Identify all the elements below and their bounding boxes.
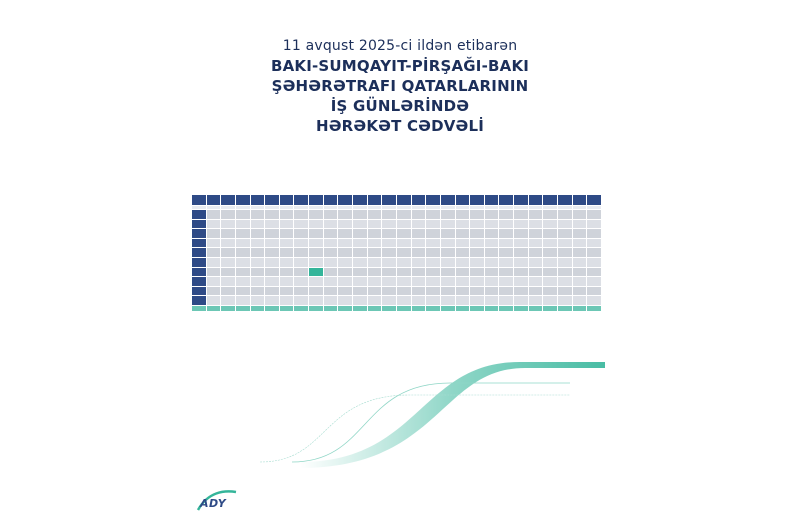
swoosh-band [300, 362, 605, 468]
train-type-title: ŞƏHƏRƏTRAFI QATARLARININ [271, 77, 529, 95]
days-title: İŞ GÜNLƏRİNDƏ [330, 97, 470, 115]
effective-date: 11 avqust 2025-ci ildən etibarən [282, 38, 518, 54]
route-title: BAKI-SUMQAYIT-PİRŞAĞI-BAKI [270, 57, 530, 75]
schedule-title: HƏRƏKƏT CƏDVƏLİ [315, 117, 485, 135]
logo-text: ADY [200, 497, 227, 510]
